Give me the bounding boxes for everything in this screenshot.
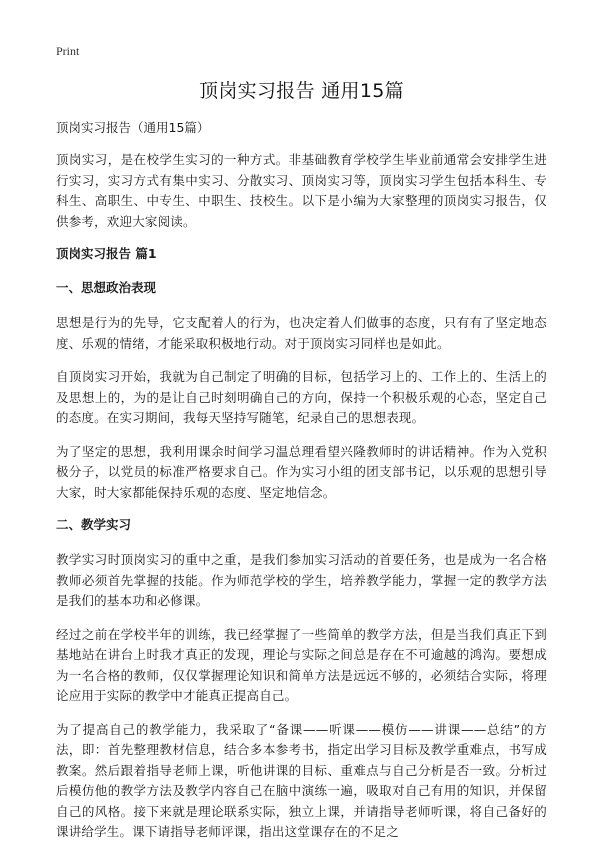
paragraph: 教学实习时顶岗实习的重中之重，是我们参加实习活动的首要任务，也是成为一名合格教师必须首先掌握的技能。作为师范学校的学生，培养教学能力，掌握一定的教学方法是我们的基本功和必修课。 (56, 552, 547, 608)
document-title: 顶岗实习报告 通用15篇 (199, 80, 404, 102)
paragraph: 为了坚定的思想，我利用课余时间学习温总理看望兴隆教师时的讲话精神。作为入党积极分子，以党员的标准严格要求自己。作为实习小组的团支部书记，以乐观的思想引导大家，时大家都能保持乐观的态度、坚定地信念。 (56, 443, 547, 500)
document-subtitle: 顶岗实习报告（通用15篇） (56, 120, 210, 135)
intro-paragraph: 顶岗实习，是在校学生实习的一种方式。非基础教育学校学生毕业前通常会安排学生进行实习，实习方式有集中实习、分散实习、顶岗实习等，顶岗实习学生包括本科生、专科生、高职生、中专生、中职生、技校生。以下是小编为大家整理的顶岗实习报告，仅供参考，欢迎大家阅读。 (56, 152, 547, 229)
heading-teaching: 二、教学实习 (56, 517, 132, 532)
paragraph: 思想是行为的先导，它支配着人的行为，也决定着人们做事的态度，只有有了坚定地态度、乐观的情绪，才能采取积极地行动。对于顶岗实习同样也是如此。 (56, 315, 547, 351)
paragraph: 经过之前在学校半年的训练，我已经掌握了一些简单的教学方法，但是当我们真正下到基地站在讲台上时我才真正的发现，理论与实际之间总是存在不可逾越的鸿沟。要想成为一名合格的教师，仅仅掌握理论知识和简单方法是远远不够的，必须结合实际，将理论应用于实际的教学中才能真正提高自己。 (56, 626, 547, 703)
heading-political: 一、思想政治表现 (56, 280, 157, 295)
section-title: 顶岗实习报告 篇1 (56, 246, 157, 261)
paragraph: 为了提高自己的教学能力，我采取了“备课——听课——模仿——讲课——总结”的方法，即：首先整理教材信息，结合多本参考书，指定出学习目标及教学重难点，书写成教案。然后跟着指导老师上课，听他讲课的目标、重难点与自己分析是否一致。分析过后模仿他的教学方法及教学内容自己在脑中演练一遍，吸取对自己有用的知识，并保留自己的风格。接下来就是理论联系实际，独立上课，并请指导老师听课，将自己备好的课讲给学生。课下请指导老师评课，指出这堂课存在的不足之 (56, 721, 547, 839)
paragraph: 自顶岗实习开始，我就为自己制定了明确的目标，包括学习上的、工作上的、生活上的及思想上的，为的是让自己时刻明确自己的方向，保持一个积极乐观的心态，坚定自己的态度。在实习期间，我每天坚持写随笔，纪录自己的思想表现。 (56, 369, 547, 425)
print-label: Print (56, 44, 80, 58)
